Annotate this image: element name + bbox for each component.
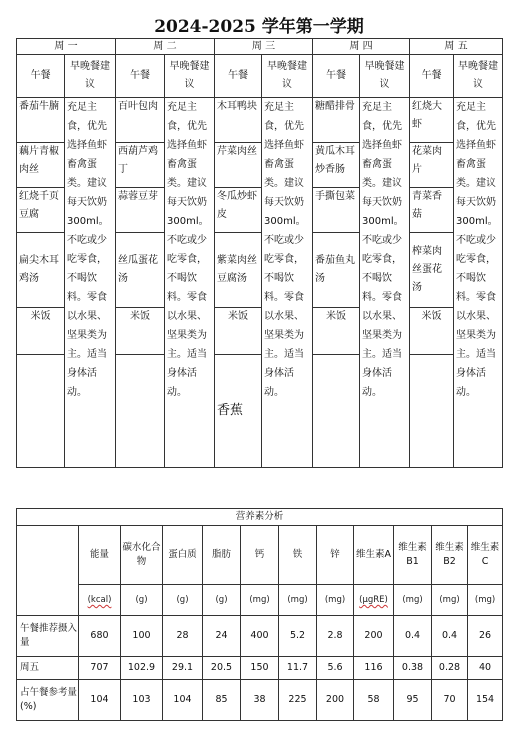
value-cell: 29.1 xyxy=(163,657,203,680)
extra-cell xyxy=(116,355,165,468)
lunch-label: 午餐 xyxy=(17,55,65,98)
dish-cell: 蒜蓉豆芽 xyxy=(116,188,165,233)
dish-cell-rice: 米饭 xyxy=(313,308,360,355)
dish-cell: 手撕包菜 xyxy=(313,188,360,233)
lunch-label: 午餐 xyxy=(313,55,360,98)
advice-cell: 充足主食，优先选择鱼虾畜禽蛋类。建议每天饮奶300ml。不吃或少吃零食，不喝饮料。零食以水果、坚果类为主。适当身体活动。 xyxy=(65,98,116,468)
dish-cell: 糖醋排骨 xyxy=(313,98,360,143)
value-cell: 85 xyxy=(203,680,241,721)
dish-cell-rice: 米饭 xyxy=(215,308,262,355)
value-cell: 104 xyxy=(163,680,203,721)
dish-cell: 榨菜肉丝蛋花汤 xyxy=(410,233,454,308)
dish-cell-rice: 米饭 xyxy=(17,308,65,355)
nutrition-row xyxy=(17,680,503,721)
value-cell: 225 xyxy=(279,680,317,721)
dish-cell-rice: 米饭 xyxy=(410,308,454,355)
dish-cell: 木耳鸭块 xyxy=(215,98,262,143)
advice-label: 早晚餐建议 xyxy=(65,55,116,98)
value-cell: 200 xyxy=(354,616,394,657)
value-cell: 38 xyxy=(241,680,279,721)
value-cell: 24 xyxy=(203,616,241,657)
nutrient-header: 碳水化合物 xyxy=(121,526,163,585)
value-cell: 2.8 xyxy=(317,616,354,657)
header-blank xyxy=(17,526,79,616)
dish-cell: 百叶包肉 xyxy=(116,98,165,143)
dish-cell: 西葫芦鸡丁 xyxy=(116,143,165,188)
nutrient-header: 脂肪 xyxy=(203,526,241,585)
value-cell: 680 xyxy=(79,616,121,657)
unit-cell: (mg) xyxy=(279,585,317,616)
advice-label: 早晚餐建议 xyxy=(262,55,313,98)
dish-cell: 丝瓜蛋花汤 xyxy=(116,233,165,308)
dish-cell: 扁尖木耳鸡汤 xyxy=(17,233,65,308)
value-cell: 0.4 xyxy=(432,616,468,657)
day-header: 周 一 xyxy=(17,39,116,55)
nutrient-header: 铁 xyxy=(279,526,317,585)
value-cell: 0.38 xyxy=(394,657,432,680)
advice-label: 早晚餐建议 xyxy=(360,55,410,98)
unit-cell: (g) xyxy=(121,585,163,616)
day-header: 周 四 xyxy=(313,39,410,55)
value-cell: 95 xyxy=(394,680,432,721)
nutrient-header: 维生素C xyxy=(468,526,503,585)
day-header-row xyxy=(17,39,503,55)
value-cell: 28 xyxy=(163,616,203,657)
nutrient-header: 蛋白质 xyxy=(163,526,203,585)
dish-cell-rice: 米饭 xyxy=(116,308,165,355)
page-title: 2024-2025 学年第一学期 xyxy=(154,17,364,37)
unit-cell: (mg) xyxy=(394,585,432,616)
advice-cell: 充足主食，优先选择鱼虾畜禽蛋类。建议每天饮奶300ml。不吃或少吃零食，不喝饮料。零食以水果、坚果类为主。适当身体活动。 xyxy=(262,98,313,468)
unit-cell: (mg) xyxy=(241,585,279,616)
extra-cell xyxy=(410,355,454,468)
value-cell: 400 xyxy=(241,616,279,657)
nutrition-table xyxy=(16,508,503,721)
value-cell: 150 xyxy=(241,657,279,680)
advice-cell: 充足主食，优先选择鱼虾畜禽蛋类。建议每天饮奶300ml。不吃或少吃零食，不喝饮料。零食以水果、坚果类为主。适当身体活动。 xyxy=(165,98,215,468)
dish-cell: 紫菜肉丝豆腐汤 xyxy=(215,233,262,308)
dish-cell: 花菜肉片 xyxy=(410,143,454,188)
value-cell: 26 xyxy=(468,616,503,657)
unit-cell: (mg) xyxy=(317,585,354,616)
row-label: 占午餐参考量(%) xyxy=(17,680,79,721)
nutrient-header: 钙 xyxy=(241,526,279,585)
value-cell: 154 xyxy=(468,680,503,721)
nutrition-title: 营养素分析 xyxy=(17,509,503,526)
advice-label: 早晚餐建议 xyxy=(454,55,503,98)
unit-cell: (g) xyxy=(203,585,241,616)
dish-cell: 黄瓜木耳炒香肠 xyxy=(313,143,360,188)
advice-cell: 充足主食，优先选择鱼虾畜禽蛋类。建议每天饮奶300ml。不吃或少吃零食，不喝饮料。零食以水果、坚果类为主。适当身体活动。 xyxy=(454,98,503,468)
value-cell: 70 xyxy=(432,680,468,721)
dish-cell: 藕片青椒肉丝 xyxy=(17,143,65,188)
value-cell: 5.6 xyxy=(317,657,354,680)
menu-row xyxy=(17,98,503,143)
unit-cell: (μgRE) xyxy=(354,585,394,616)
unit-row xyxy=(17,585,503,616)
value-cell: 0.4 xyxy=(394,616,432,657)
value-cell: 102.9 xyxy=(121,657,163,680)
value-cell: 104 xyxy=(79,680,121,721)
unit-cell: (mg) xyxy=(468,585,503,616)
value-cell: 40 xyxy=(468,657,503,680)
nutrient-header: 维生素A xyxy=(354,526,394,585)
unit-cell: (mg) xyxy=(432,585,468,616)
lunch-label: 午餐 xyxy=(116,55,165,98)
lunch-label: 午餐 xyxy=(215,55,262,98)
value-cell: 116 xyxy=(354,657,394,680)
unit-cell: (g) xyxy=(163,585,203,616)
nutrient-header-row xyxy=(17,526,503,585)
value-cell: 103 xyxy=(121,680,163,721)
unit-cell: (kcal) xyxy=(79,585,121,616)
value-cell: 20.5 xyxy=(203,657,241,680)
value-cell: 5.2 xyxy=(279,616,317,657)
nutrient-header: 能量 xyxy=(79,526,121,585)
day-header: 周 三 xyxy=(215,39,313,55)
weekly-menu-table xyxy=(16,38,503,468)
nutrition-title-row xyxy=(17,509,503,526)
day-header: 周 二 xyxy=(116,39,215,55)
value-cell: 707 xyxy=(79,657,121,680)
extra-cell xyxy=(313,355,360,468)
nutrient-header: 维生素B1 xyxy=(394,526,432,585)
dish-cell: 番茄鱼丸汤 xyxy=(313,233,360,308)
row-label: 午餐推荐摄入量 xyxy=(17,616,79,657)
value-cell: 200 xyxy=(317,680,354,721)
value-cell: 11.7 xyxy=(279,657,317,680)
dish-cell: 冬瓜炒虾皮 xyxy=(215,188,262,233)
nutrient-header: 维生素B2 xyxy=(432,526,468,585)
dish-cell: 芹菜肉丝 xyxy=(215,143,262,188)
dish-cell: 番茄牛腩 xyxy=(17,98,65,143)
row-label: 周五 xyxy=(17,657,79,680)
value-cell: 58 xyxy=(354,680,394,721)
nutrition-row xyxy=(17,657,503,680)
value-cell: 100 xyxy=(121,616,163,657)
nutrient-header: 锌 xyxy=(317,526,354,585)
advice-label: 早晚餐建议 xyxy=(165,55,215,98)
advice-cell: 充足主食，优先选择鱼虾畜禽蛋类。建议每天饮奶300ml。不吃或少吃零食，不喝饮料。零食以水果、坚果类为主。适当身体活动。 xyxy=(360,98,410,468)
dish-cell: 青菜香菇 xyxy=(410,188,454,233)
day-header: 周 五 xyxy=(410,39,503,55)
dish-cell: 红烧大虾 xyxy=(410,98,454,143)
dish-cell: 红烧千页豆腐 xyxy=(17,188,65,233)
extra-cell xyxy=(17,355,65,468)
fruit-cell: 香蕉 xyxy=(215,355,262,468)
value-cell: 0.28 xyxy=(432,657,468,680)
sub-header-row xyxy=(17,55,503,98)
lunch-label: 午餐 xyxy=(410,55,454,98)
nutrition-row xyxy=(17,616,503,657)
